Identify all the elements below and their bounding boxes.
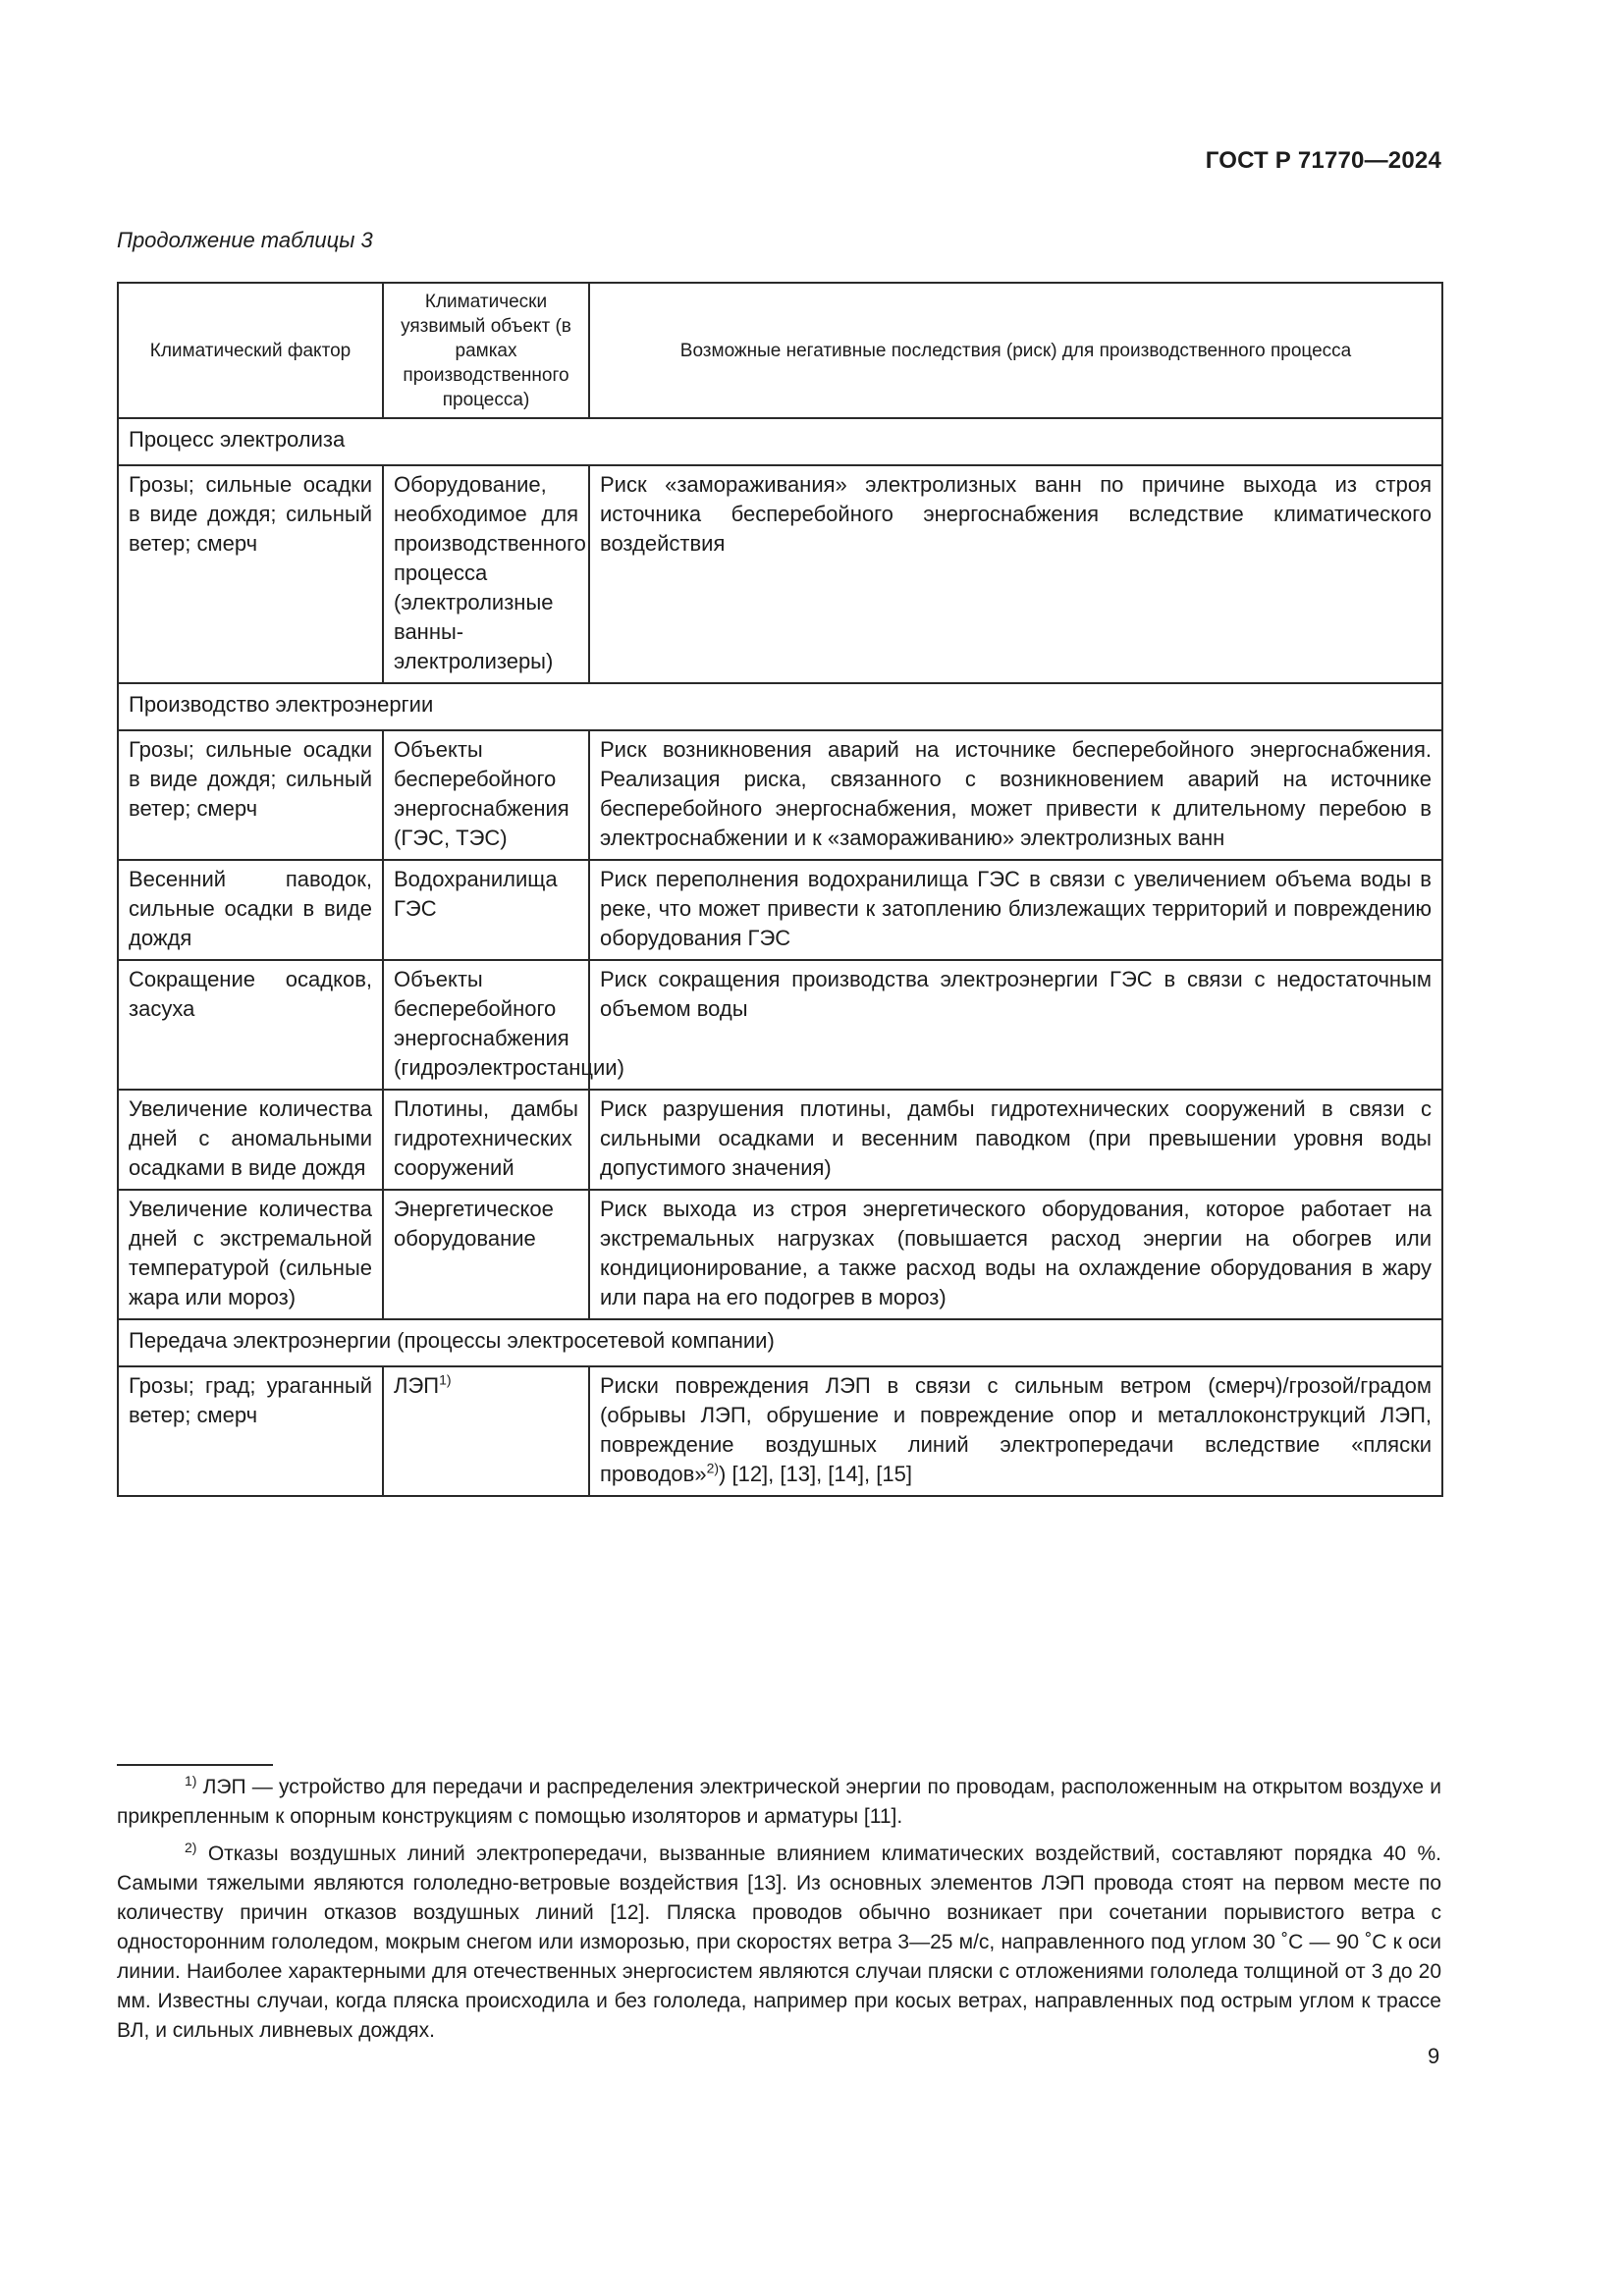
page-number: 9 [1428, 2044, 1440, 2068]
object-cell: Водохранилища ГЭС [383, 860, 589, 960]
table-row [118, 1190, 1442, 1319]
table-row [118, 960, 1442, 1090]
object-cell: Энергетическое оборудование [383, 1190, 589, 1319]
standard-number: ГОСТ Р 71770—2024 [1205, 147, 1441, 174]
section-title-power-transmission: Передача электроэнергии (процессы электросетевой компании) [118, 1319, 1442, 1366]
object-cell: Объекты бесперебойного энергоснабжения (ГЭС, ТЭС) [383, 730, 589, 860]
risk-cell: Риск возникновения аварий на источнике бесперебойного энергоснабжения. Реализация риска, связанного с возникновением аварий на источнике бесперебойного энергоснабжения, может привести к длительному перебою в электроснабжении и к «замораживанию» электролизных ванн [589, 730, 1442, 860]
table-row [118, 465, 1442, 683]
table-header-row [118, 283, 1442, 418]
risk-cell: Риск сокращения производства электроэнергии ГЭС в связи с недостаточным объемом воды [589, 960, 1442, 1090]
factor-cell: Грозы; сильные осадки в виде дождя; сильный ветер; смерч [118, 730, 383, 860]
risk-table [117, 282, 1443, 1497]
table-row [118, 1090, 1442, 1190]
footnote-divider [117, 1764, 273, 1766]
risk-cell: Риск выхода из строя энергетического оборудования, которое работает на экстремальных нагрузках (повышается расход энергии на обогрев или кондиционирование, а также расход воды на охлаждение оборудования в жару или пара на его подогрев в мороз) [589, 1190, 1442, 1319]
column-header-object: Климатически уязвимый объект (в рамках производственного процесса) [383, 283, 589, 418]
footnote-mark: 1) [185, 1773, 197, 1789]
table-caption: Продолжение таблицы 3 [117, 228, 373, 252]
object-cell: Плотины, дамбы гидротехнических сооружений [383, 1090, 589, 1190]
footnote-mark: 2) [185, 1840, 197, 1855]
table-row [118, 730, 1442, 860]
footnote-ref-1: 1) [439, 1371, 452, 1388]
object-cell: Объекты бесперебойного энергоснабжения (гидроэлектростанции) [383, 960, 589, 1090]
risk-cell: Риск «замораживания» электролизных ванн по причине выхода из строя источника бесперебойного энергоснабжения вследствие климатического воздействия [589, 465, 1442, 683]
footnotes [117, 1773, 1441, 2054]
risk-text: Риски повреждения ЛЭП в связи с сильным ветром (смерч)/грозой/градом (обрывы ЛЭП, обрушение и повреждение опор и металлоконструкций ЛЭП, повреждение воздушных линий электропередачи вследствие «пляски проводов» [600, 1373, 1432, 1486]
column-header-risk: Возможные негативные последствия (риск) для производственного процесса [589, 283, 1442, 418]
section-title-power-generation: Производство электроэнергии [118, 683, 1442, 730]
factor-cell: Увеличение количества дней с экстремальной температурой (сильные жара или мороз) [118, 1190, 383, 1319]
factor-cell: Весенний паводок, сильные осадки в виде дождя [118, 860, 383, 960]
footnote [117, 1840, 1441, 2046]
object-cell: Оборудование, необходимое для производственного процесса (электролизные ванны-электролизеры) [383, 465, 589, 683]
footnote-ref-2: 2) [706, 1460, 720, 1476]
section-title-electrolysis: Процесс электролиза [118, 418, 1442, 465]
section-row [118, 1319, 1442, 1366]
factor-cell: Грозы; град; ураганный ветер; смерч [118, 1366, 383, 1496]
section-row [118, 418, 1442, 465]
table-row [118, 1366, 1442, 1496]
footnote-text: Отказы воздушных линий электропередачи, вызванные влиянием климатических воздействий, составляют порядка 40 %. Самыми тяжелыми являются гололедно-ветровые воздействия [13]. Из основных элементов ЛЭП провода стоят на первом месте по количеству причин отказов воздушных линий [12]. Пляска проводов обычно возникает при сочетании порывистого ветра с односторонним гололедом, мокрым снегом или изморозью, при скоростях ветра 3—25 м/с, направленного под углом 30 ˚С — 90 ˚С к оси линии. Наиболее характерными для отечественных энергосистем являются случаи пляски с отложениями гололеда толщиной от 3 до 20 мм. Известны случаи, когда пляска происходила и без гололеда, например при косых ветрах, направленных под острым углом к трассе ВЛ, и сильных ливневых дождях. [117, 1842, 1441, 2042]
footnote [117, 1773, 1441, 1832]
factor-cell: Сокращение осадков, засуха [118, 960, 383, 1090]
column-header-factor: Климатический фактор [118, 283, 383, 418]
factor-cell: Увеличение количества дней с аномальными осадками в виде дождя [118, 1090, 383, 1190]
object-cell [383, 1366, 589, 1496]
risk-cell: Риск разрушения плотины, дамбы гидротехнических сооружений в связи с сильными осадками и весенним паводком (при превышении уровня воды допустимого значения) [589, 1090, 1442, 1190]
factor-cell: Грозы; сильные осадки в виде дождя; сильный ветер; смерч [118, 465, 383, 683]
object-text: ЛЭП [394, 1373, 440, 1398]
risk-text-refs: ) [12], [13], [14], [15] [719, 1462, 912, 1486]
table-row [118, 860, 1442, 960]
section-row [118, 683, 1442, 730]
risk-cell [589, 1366, 1442, 1496]
footnote-text: ЛЭП — устройство для передачи и распределения электрической энергии по проводам, расположенным на открытом воздухе и прикрепленным к опорным конструкциям с помощью изоляторов и арматуры [11]. [117, 1776, 1441, 1828]
risk-cell: Риск переполнения водохранилища ГЭС в связи с увеличением объема воды в реке, что может привести к затоплению близлежащих территорий и повреждению оборудования ГЭС [589, 860, 1442, 960]
